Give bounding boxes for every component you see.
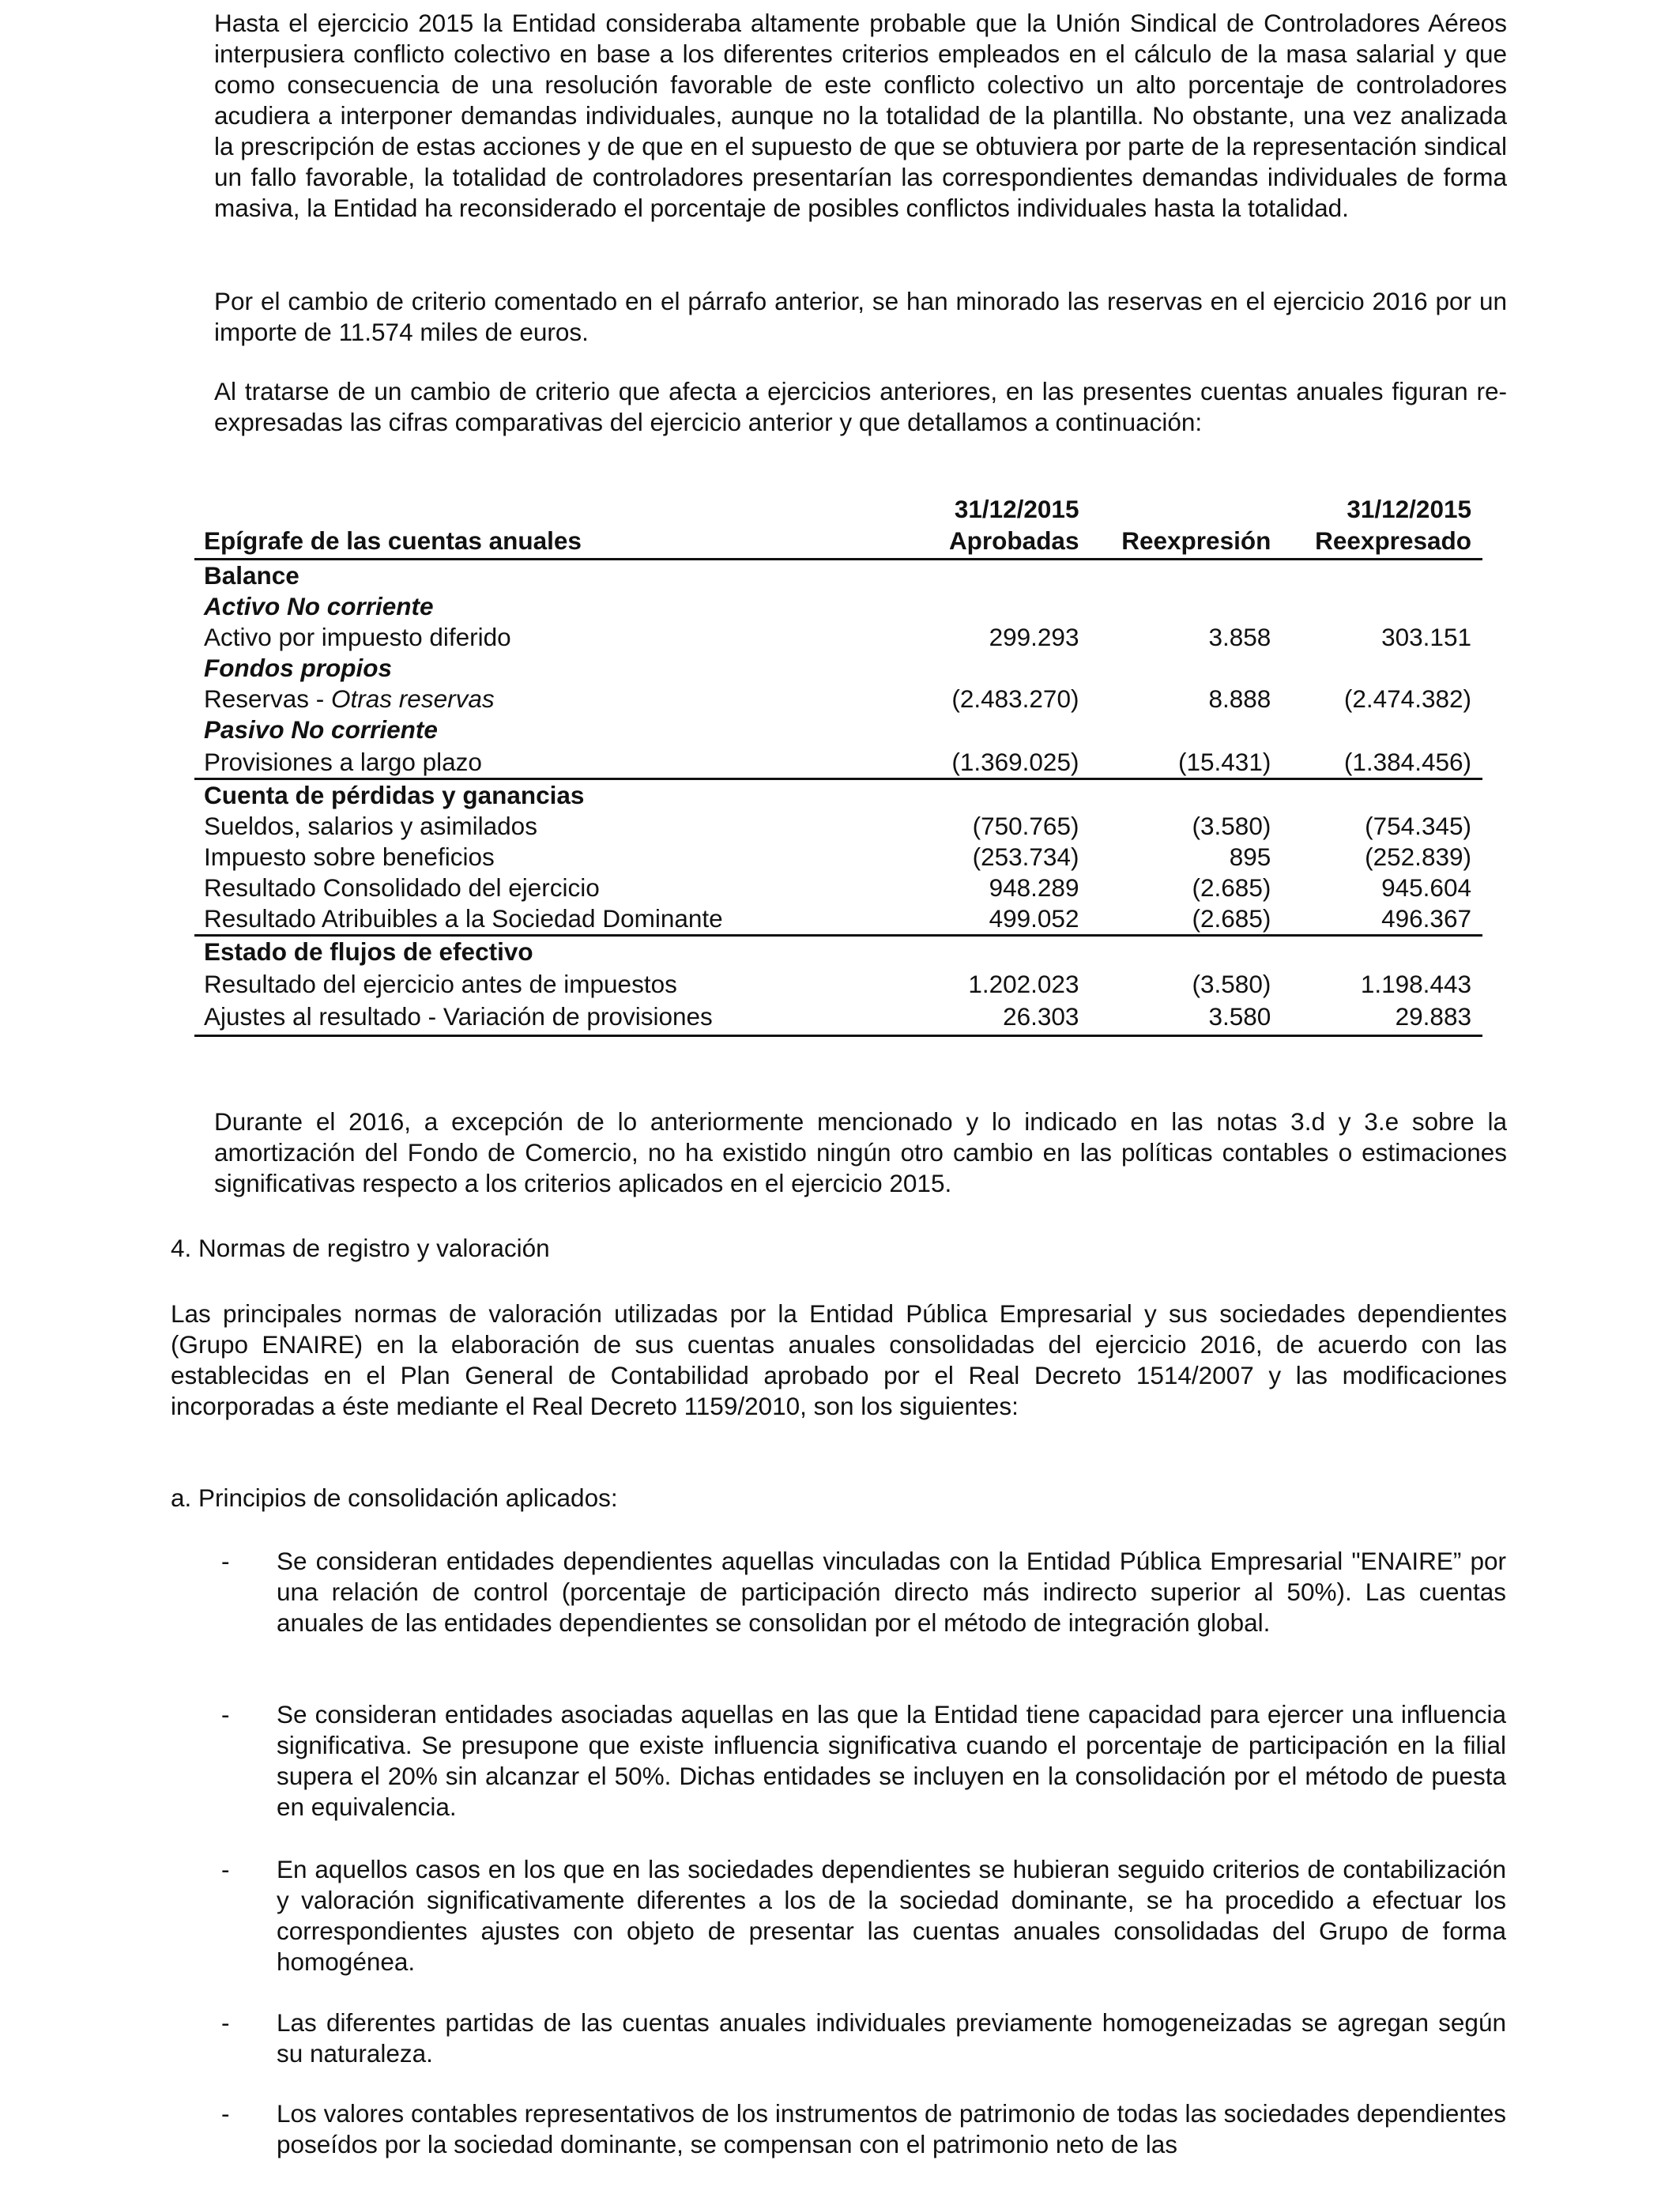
section-4-heading: 4. Normas de registro y valoración bbox=[171, 1234, 550, 1262]
bullet-dash: - bbox=[221, 1547, 230, 1575]
bullet-dash: - bbox=[221, 1855, 230, 1883]
header-aprobadas: Aprobadas bbox=[879, 525, 1089, 560]
list-item-text: Se consideran entidades dependientes aquellas vinculadas con la Entidad Pública Empresarial "ENAIRE” por una relación de control (porcentaje de participación directo más indirecto superior al 50%). Las cuentas anuales de las entidades dependientes se consolidan por el método de integración global. bbox=[277, 1547, 1506, 1637]
subsection-activo-no-corriente: Activo No corriente bbox=[204, 592, 434, 620]
table-row: Impuesto sobre beneficios (253.734) 895 (252.839) bbox=[204, 843, 1471, 871]
restatement-paragraph: Al tratarse de un cambio de criterio que afecta a ejercicios anteriores, en las presentes cuentas anuales figuran re-expresadas las cifras comparativas del ejercicio anterior y que detallamos a continuación: bbox=[214, 377, 1507, 436]
section-flujos-efectivo: Estado de flujos de efectivo bbox=[194, 936, 1482, 968]
no-other-changes-paragraph: Durante el 2016, a excepción de lo anteriormente mencionado y lo indicado en las notas 3.d y 3.e sobre la amortización del Fondo de Comercio, no ha existido ningún otro cambio en las políticas contables o estimaciones significativas respecto a los criterios aplicados en el ejercicio 2015. bbox=[214, 1107, 1507, 1197]
table-row: Resultado del ejercicio antes de impuestos 1.202.023 (3.580) 1.198.443 bbox=[204, 970, 1471, 998]
table-row: Ajustes al resultado - Variación de provisiones 26.303 3.580 29.883 bbox=[194, 1000, 1482, 1036]
list-item-text: En aquellos casos en los que en las sociedades dependientes se hubieran seguido criterios de contabilización y valoración significativamente diferentes a los de la sociedad dominante, se ha procedido a efectuar los correspondientes ajustes con objeto de presentar las cuentas anuales consolidadas del Grupo de forma homogénea. bbox=[277, 1855, 1506, 1976]
bullet-dash: - bbox=[221, 2008, 230, 2037]
header-reexpresion: Reexpresión bbox=[1088, 525, 1280, 560]
header-aprobadas-date: 31/12/2015 bbox=[954, 495, 1079, 523]
header-epigrafe: Epígrafe de las cuentas anuales bbox=[194, 525, 879, 560]
section-perdidas-ganancias: Cuenta de pérdidas y ganancias bbox=[194, 779, 1482, 812]
table-header-row-1 bbox=[194, 493, 1482, 525]
bullet-dash: - bbox=[221, 1700, 230, 1728]
header-reexpresado-date: 31/12/2015 bbox=[1347, 495, 1471, 523]
section-balance: Balance bbox=[204, 561, 299, 590]
restatement-table bbox=[194, 493, 1482, 1037]
list-item-text: Las diferentes partidas de las cuentas anuales individuales previamente homogeneizadas se agregan según su naturaleza. bbox=[277, 2008, 1506, 2068]
table-row: Provisiones a largo plazo (1.369.025) (15.431) (1.384.456) bbox=[204, 748, 1471, 776]
table-row: Resultado Atribuibles a la Sociedad Dominante 499.052 (2.685) 496.367 bbox=[204, 904, 1471, 933]
table-row: Activo por impuesto diferido 299.293 3.858 303.151 bbox=[204, 623, 1471, 651]
header-reexpresado: Reexpresado bbox=[1280, 525, 1482, 560]
subsection-pasivo-no-corriente: Pasivo No corriente bbox=[204, 715, 438, 744]
criteria-change-paragraph: Por el cambio de criterio comentado en el párrafo anterior, se han minorado las reservas en el ejercicio 2016 por un importe de 11.574 miles de euros. bbox=[214, 287, 1507, 346]
table-header-row-2 bbox=[194, 525, 1482, 560]
list-item-text: Se consideran entidades asociadas aquellas en las que la Entidad tiene capacidad para ejercer una influencia significativa. Se presupone que existe influencia significativa cuando el porcentaje de participación en la filial supera el 20% sin alcanzar el 50%. Dichas entidades se incluyen en la consolidación por el método de puesta en equivalencia. bbox=[277, 1700, 1506, 1821]
subsection-fondos-propios: Fondos propios bbox=[204, 654, 392, 682]
section-4-intro-paragraph: Las principales normas de valoración utilizadas por la Entidad Pública Empresarial y sus sociedades dependientes (Grupo ENAIRE) en la elaboración de sus cuentas anuales consolidadas del ejercicio 2016, de acuerdo con las establecidas en el Plan General de Contabilidad aprobado por el Real Decreto 1514/2007 y las modificaciones incorporadas a éste mediante el Real Decreto 1159/2010, son los siguientes: bbox=[171, 1299, 1507, 1420]
bullet-dash: - bbox=[221, 2099, 230, 2128]
intro-paragraph: Hasta el ejercicio 2015 la Entidad consideraba altamente probable que la Unión Sindical de Controladores Aéreos interpusiera conflicto colectivo en base a los diferentes criterios empleados en el cálculo de la masa salarial y que como consecuencia de una resolución favorable de este conflicto colectivo un alto porcentaje de controladores acudiera a interponer demandas individuales, aunque no la totalidad de la plantilla. No obstante, una vez analizada la prescripción de estas acciones y de que en el supuesto de que se obtuviera por parte de la representación sindical un fallo favorable, la totalidad de controladores presentarían las correspondientes demandas individuales de forma masiva, la Entidad ha reconsiderado el porcentaje de posibles conflictos individuales hasta la totalidad. bbox=[214, 9, 1507, 222]
table-row: Resultado Consolidado del ejercicio 948.289 (2.685) 945.604 bbox=[204, 873, 1471, 902]
table-row: Sueldos, salarios y asimilados (750.765) (3.580) (754.345) bbox=[204, 812, 1471, 840]
subsection-a-heading: a. Principios de consolidación aplicados: bbox=[171, 1483, 618, 1512]
table-row: Reservas - Otras reservas (2.483.270) 8.888 (2.474.382) bbox=[204, 684, 1471, 713]
list-item-text: Los valores contables representativos de los instrumentos de patrimonio de todas las sociedades dependientes poseídos por la sociedad dominante, se compensan con el patrimonio neto de las bbox=[277, 2099, 1506, 2158]
